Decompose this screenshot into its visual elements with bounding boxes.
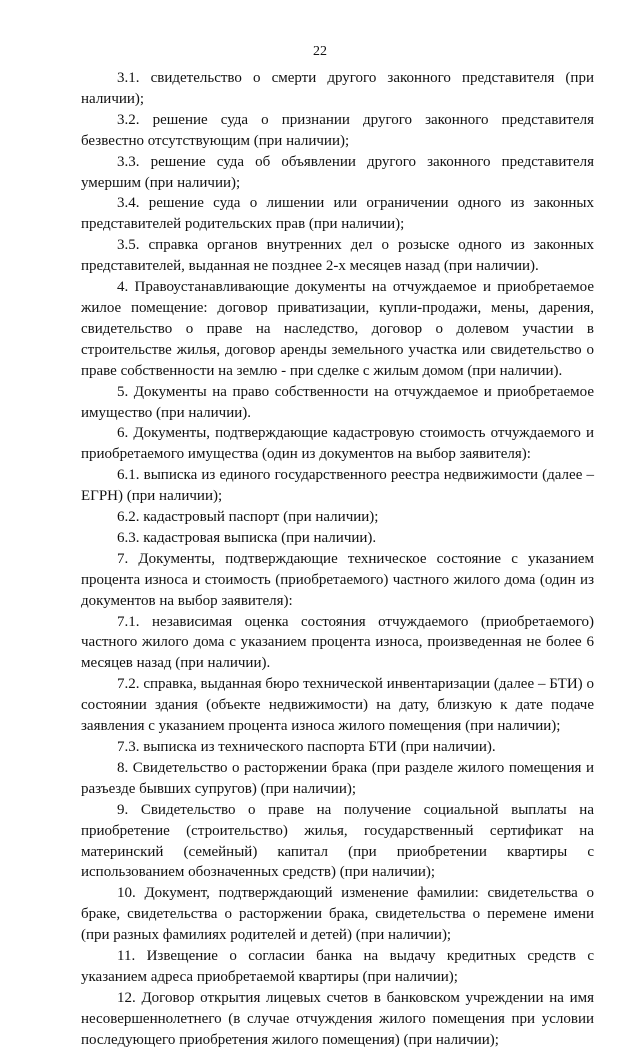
paragraph-10: 10. Документ, подтверждающий изменение фамилии: свидетельства о браке, свидетельства о расторжении брака, свидетельства о перемене имени (при разных фамилиях родителей и детей) (при наличии); bbox=[81, 885, 594, 944]
paragraph-7: 7. Документы, подтверждающие техническое состояние с указанием процента износа и стоимость (приобретаемого) частного жилого дома (один из документов на выбор заявителя): bbox=[81, 550, 594, 609]
paragraph-6-3: 6.3. кадастровая выписка (при наличии). bbox=[117, 529, 377, 546]
paragraph-3-2: 3.2. решение суда о признании другого законного представителя безвестно отсутствующим (при наличии); bbox=[81, 111, 594, 149]
paragraph-7-2: 7.2. справка, выданная бюро технической инвентаризации (далее – БТИ) о состоянии здания (объекте недвижимости) на дату, близкую к дате подаче заявления с указанием процента износа жилого помещения (при наличии); bbox=[81, 676, 594, 735]
paragraph-5: 5. Документы на право собственности на отчуждаемое и приобретаемое имущество (при наличии). bbox=[81, 383, 594, 421]
paragraph-3-5: 3.5. справка органов внутренних дел о розыске одного из законных представителей, выданная не позднее 2-х месяцев назад (при наличии). bbox=[81, 237, 594, 275]
document-body bbox=[81, 68, 594, 1051]
paragraph-3-4: 3.4. решение суда о лишении или ограничении одного из законных представителей родительских прав (при наличии); bbox=[81, 195, 594, 233]
paragraph-6-2: 6.2. кадастровый паспорт (при наличии); bbox=[117, 509, 379, 526]
paragraph-4: 4. Правоустанавливающие документы на отчуждаемое и приобретаемое жилое помещение: договор приватизации, купли-продажи, мены, дарения, свидетельство о праве на наследство, договор о долевом участии в строительстве жилья, договор аренды земельного участка или свидетельство о праве собственности на землю - при сделке с жилым домом (при наличии). bbox=[81, 279, 594, 379]
paragraph-8: 8. Свидетельство о расторжении брака (при разделе жилого помещения и разъезде бывших супругов) (при наличии); bbox=[81, 759, 594, 797]
paragraph-6-1: 6.1. выписка из единого государственного реестра недвижимости (далее – ЕГРН) (при наличии); bbox=[81, 467, 594, 505]
paragraph-3-1: 3.1. свидетельство о смерти другого законного представителя (при наличии); bbox=[81, 70, 594, 107]
paragraph-7-1: 7.1. независимая оценка состояния отчуждаемого (приобретаемого) частного жилого дома с указанием процента износа, произведенная не более 6 месяцев назад (при наличии). bbox=[81, 613, 594, 672]
paragraph-9: 9. Свидетельство о праве на получение социальной выплаты на приобретение (строительство) жилья, государственный сертификат на материнский (семейный) капитал (при приобретении квартиры с использованием обозначенных средств) (при наличии); bbox=[81, 801, 594, 881]
paragraph-7-3: 7.3. выписка из технического паспорта БТИ (при наличии). bbox=[117, 739, 496, 755]
paragraph-3-3: 3.3. решение суда об объявлении другого законного представителя умершим (при наличии); bbox=[81, 153, 594, 191]
paragraph-11: 11. Извещение о согласии банка на выдачу кредитных средств с указанием адреса приобретаемой квартиры (при наличии); bbox=[81, 948, 594, 985]
paragraph-6: 6. Документы, подтверждающие кадастровую стоимость отчуждаемого и приобретаемого имущества (один из документов на выбор заявителя): bbox=[81, 425, 594, 463]
page-number: 22 bbox=[313, 44, 327, 59]
paragraph-12: 12. Договор открытия лицевых счетов в банковском учреждении на имя несовершеннолетнего (в случае отчуждения жилого помещения при условии последующего приобретения жилого помещения) (при наличии); bbox=[81, 989, 594, 1048]
